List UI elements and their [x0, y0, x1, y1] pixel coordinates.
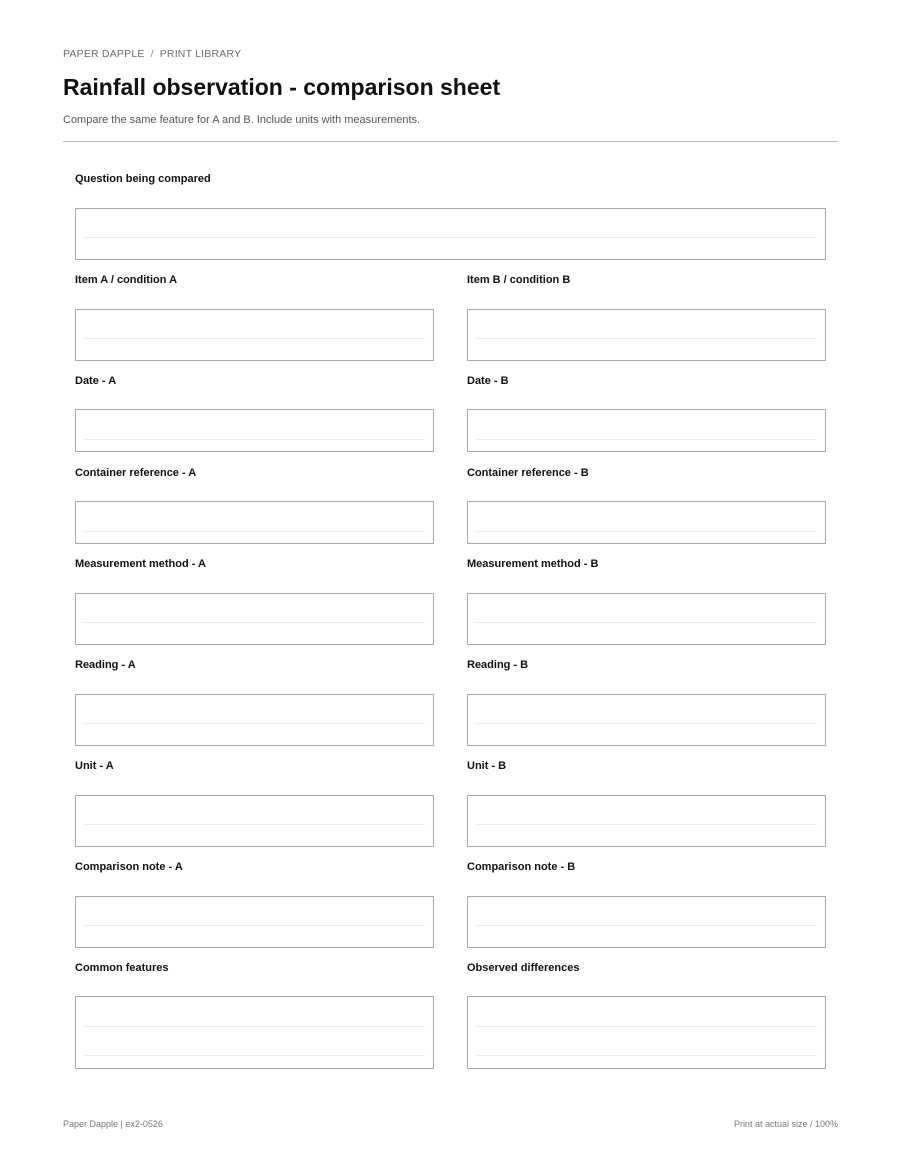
item-b-label: Item B / condition B	[467, 274, 571, 286]
note-b-label: Comparison note - B	[467, 861, 576, 873]
unit-b-field[interactable]	[467, 795, 826, 847]
differences-field[interactable]	[467, 996, 826, 1069]
writing-line	[84, 1055, 425, 1056]
method-b-label: Measurement method - B	[467, 558, 599, 570]
writing-line	[476, 531, 817, 532]
footer-reference: Paper Dapple | ex2-0526	[63, 1119, 163, 1129]
writing-line	[476, 1026, 817, 1027]
method-a-label: Measurement method - A	[75, 558, 207, 570]
question-label: Question being compared	[75, 173, 211, 185]
writing-line	[84, 622, 425, 623]
question-field[interactable]	[75, 208, 826, 260]
item-a-label: Item A / condition A	[75, 274, 178, 286]
unit-b-label: Unit - B	[467, 760, 507, 772]
breadcrumb-section: PRINT LIBRARY	[159, 48, 242, 60]
note-a-label: Comparison note - A	[75, 861, 183, 873]
writing-line	[476, 723, 817, 724]
date-a-field[interactable]	[75, 409, 434, 452]
method-b-field[interactable]	[467, 593, 826, 645]
writing-line	[84, 338, 425, 339]
writing-line	[84, 237, 817, 238]
writing-line	[84, 925, 425, 926]
container-a-label: Container reference - A	[75, 467, 197, 479]
writing-line	[84, 1026, 425, 1027]
date-a-label: Date - A	[75, 375, 117, 387]
writing-line	[84, 531, 425, 532]
page-title: Rainfall observation - comparison sheet	[63, 74, 501, 100]
item-b-field[interactable]	[467, 309, 826, 361]
unit-a-label: Unit - A	[75, 760, 114, 772]
reading-b-field[interactable]	[467, 694, 826, 746]
writing-line	[84, 824, 425, 825]
writing-line	[476, 439, 817, 440]
differences-label: Observed differences	[467, 962, 580, 974]
worksheet-page	[63, 0, 838, 1165]
container-b-label: Container reference - B	[467, 467, 589, 479]
date-b-label: Date - B	[467, 375, 509, 387]
breadcrumb-brand: PAPER DAPPLE	[63, 48, 145, 60]
reading-b-label: Reading - B	[467, 659, 529, 671]
method-a-field[interactable]	[75, 593, 434, 645]
writing-line	[476, 1055, 817, 1056]
item-a-field[interactable]	[75, 309, 434, 361]
writing-line	[84, 723, 425, 724]
reading-a-label: Reading - A	[75, 659, 136, 671]
note-b-field[interactable]	[467, 896, 826, 948]
writing-line	[476, 622, 817, 623]
common-features-label: Common features	[75, 962, 169, 974]
date-b-field[interactable]	[467, 409, 826, 452]
common-features-field[interactable]	[75, 996, 434, 1069]
header-divider	[63, 141, 838, 142]
writing-line	[476, 925, 817, 926]
reading-a-field[interactable]	[75, 694, 434, 746]
unit-a-field[interactable]	[75, 795, 434, 847]
footer-print-note: Print at actual size / 100%	[733, 1119, 838, 1129]
container-a-field[interactable]	[75, 501, 434, 544]
writing-line	[476, 824, 817, 825]
page-instructions: Compare the same feature for A and B. Include units with measurements.	[63, 114, 421, 126]
breadcrumb-separator: /	[150, 48, 154, 60]
breadcrumb	[63, 48, 241, 60]
writing-line	[84, 439, 425, 440]
note-a-field[interactable]	[75, 896, 434, 948]
writing-line	[476, 338, 817, 339]
container-b-field[interactable]	[467, 501, 826, 544]
